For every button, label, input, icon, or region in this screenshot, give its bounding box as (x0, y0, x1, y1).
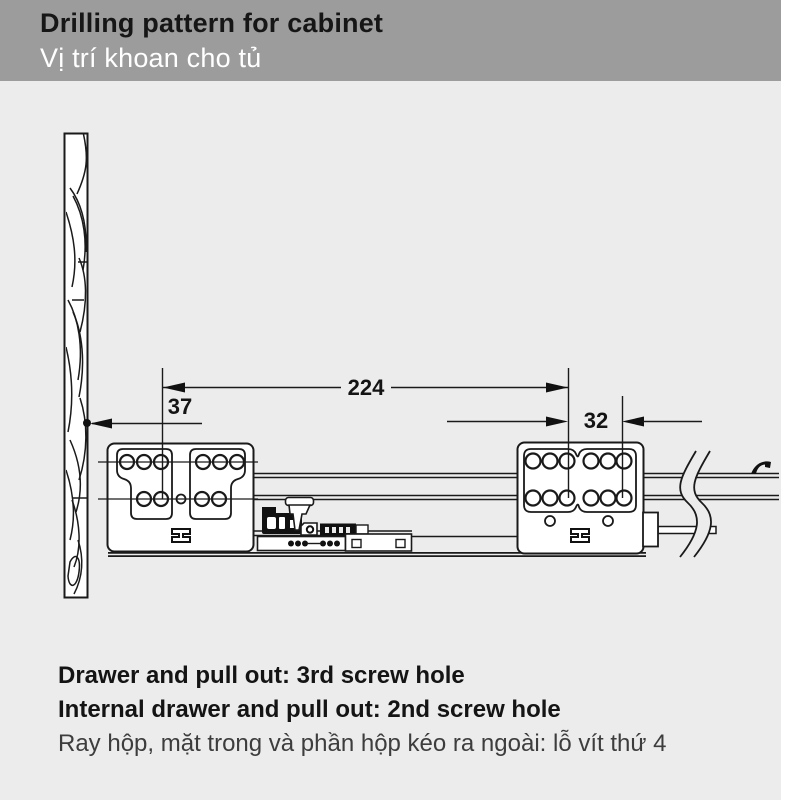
break-symbol (680, 451, 771, 557)
front-mounting-bracket (98, 444, 258, 552)
dimension-label-224: 224 (347, 375, 385, 400)
page-subtitle: Vị trí khoan cho tủ (40, 43, 262, 73)
rail-end-hook-icon (751, 461, 771, 474)
cabinet-side-panel (65, 132, 92, 598)
caption-line-2: Internal drawer and pull out: 2nd screw hole (58, 696, 561, 723)
page-title: Drilling pattern for cabinet (40, 8, 384, 38)
slide-locking-mechanism (258, 498, 412, 552)
panel-reference-dot (83, 419, 91, 427)
caption-line-1: Drawer and pull out: 3rd screw hole (58, 662, 465, 689)
page-header (0, 0, 781, 81)
dimension-label-32: 32 (583, 408, 609, 433)
rear-mounting-bracket (518, 443, 659, 554)
drilling-pattern-diagram (0, 90, 781, 650)
caption-line-3: Ray hộp, mặt trong và phần hộp kéo ra ngoài: lỗ vít thứ 4 (58, 730, 667, 757)
dimension-label-37: 37 (167, 394, 193, 419)
caption-block (58, 659, 758, 761)
